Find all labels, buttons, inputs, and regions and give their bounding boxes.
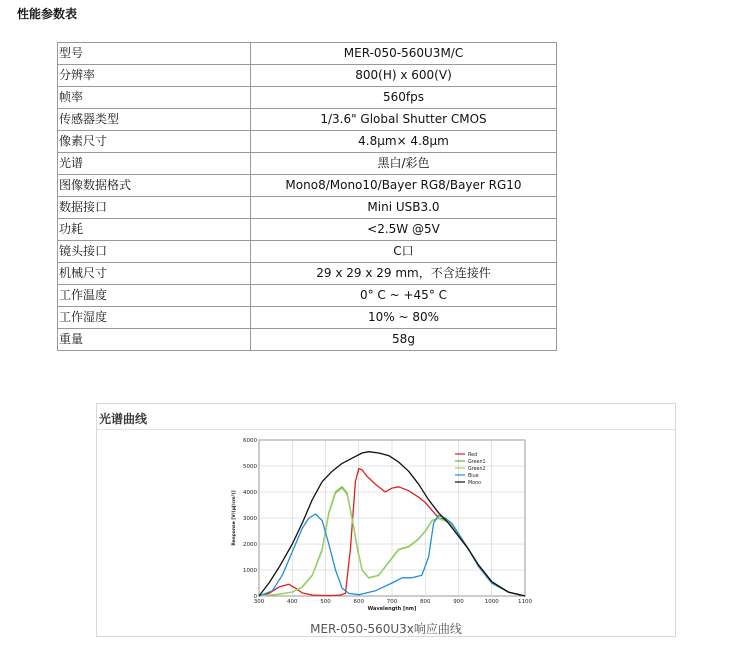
x-axis-label: Wavelength [nm] (367, 606, 417, 612)
spec-key: 机械尺寸 (58, 263, 251, 285)
spec-key: 分辨率 (58, 65, 251, 87)
spec-value: 800(H) x 600(V) (251, 65, 557, 87)
legend-label: Green1 (468, 459, 486, 465)
x-tick-label: 400 (287, 599, 298, 605)
spec-value: Mini USB3.0 (251, 197, 557, 219)
spec-key: 像素尺寸 (58, 131, 251, 153)
spec-value: Mono8/Mono10/Bayer RG8/Bayer RG10 (251, 175, 557, 197)
section-title: 性能参数表 (17, 7, 78, 21)
spec-key: 图像数据格式 (58, 175, 251, 197)
y-tick-label: 4000 (243, 490, 257, 496)
spec-key: 传感器类型 (58, 109, 251, 131)
spec-row (58, 87, 557, 109)
spec-row (58, 241, 557, 263)
spec-key: 重量 (58, 329, 251, 351)
spec-key: 帧率 (58, 87, 251, 109)
spec-value: 4.8μm× 4.8μm (251, 131, 557, 153)
spec-value: MER-050-560U3M/C (251, 43, 557, 65)
y-tick-label: 6000 (243, 438, 257, 444)
spec-key: 数据接口 (58, 197, 251, 219)
spec-table (57, 42, 557, 351)
spec-value: 10% ~ 80% (251, 307, 557, 329)
spec-row (58, 131, 557, 153)
x-tick-label: 900 (453, 599, 464, 605)
x-tick-label: 1100 (518, 599, 532, 605)
x-tick-label: 500 (320, 599, 331, 605)
y-tick-label: 1000 (243, 568, 257, 574)
curve-panel-header (97, 404, 675, 430)
spec-key: 型号 (58, 43, 251, 65)
legend-label: Blue (468, 473, 479, 479)
x-tick-label: 600 (353, 599, 364, 605)
spec-value: 29 x 29 x 29 mm，不含连接件 (251, 263, 557, 285)
spec-row (58, 263, 557, 285)
chart-caption: MER-050-560U3x响应曲线 (310, 622, 462, 636)
spec-value: 560fps (251, 87, 557, 109)
spec-value: 1/3.6" Global Shutter CMOS (251, 109, 557, 131)
spec-row (58, 109, 557, 131)
spec-key: 光谱 (58, 153, 251, 175)
spec-key: 镜头接口 (58, 241, 251, 263)
spectral-curve-panel (96, 403, 676, 637)
y-tick-label: 5000 (243, 464, 257, 470)
spec-value: 58g (251, 329, 557, 351)
spec-key: 功耗 (58, 219, 251, 241)
legend-label: Red (468, 452, 478, 458)
spec-row (58, 153, 557, 175)
x-tick-label: 300 (253, 599, 265, 605)
x-tick-label: 1000 (484, 599, 499, 605)
y-tick-label: 0 (253, 594, 257, 600)
spec-row (58, 65, 557, 87)
spec-value: 0° C ~ +45° C (251, 285, 557, 307)
spectral-response-chart (217, 434, 547, 619)
y-tick-label: 2000 (243, 542, 257, 548)
spec-row (58, 43, 557, 65)
x-tick-label: 700 (386, 599, 398, 605)
spec-row (58, 175, 557, 197)
spec-row (58, 307, 557, 329)
y-tick-label: 3000 (243, 516, 257, 522)
spec-key: 工作湿度 (58, 307, 251, 329)
spec-row (58, 329, 557, 351)
y-axis-label: Response [V/(μJ/cm²)] (232, 490, 237, 546)
spec-row (58, 285, 557, 307)
curve-panel-title: 光谱曲线 (99, 412, 148, 426)
spec-row (58, 197, 557, 219)
legend-label: Mono (468, 480, 482, 486)
legend-label: Green2 (468, 466, 486, 472)
spec-value: 黑白/彩色 (251, 153, 557, 175)
spec-row (58, 219, 557, 241)
spec-value: <2.5W @5V (251, 219, 557, 241)
x-tick-label: 800 (420, 599, 431, 605)
spec-key: 工作温度 (58, 285, 251, 307)
spec-value: C口 (251, 241, 557, 263)
